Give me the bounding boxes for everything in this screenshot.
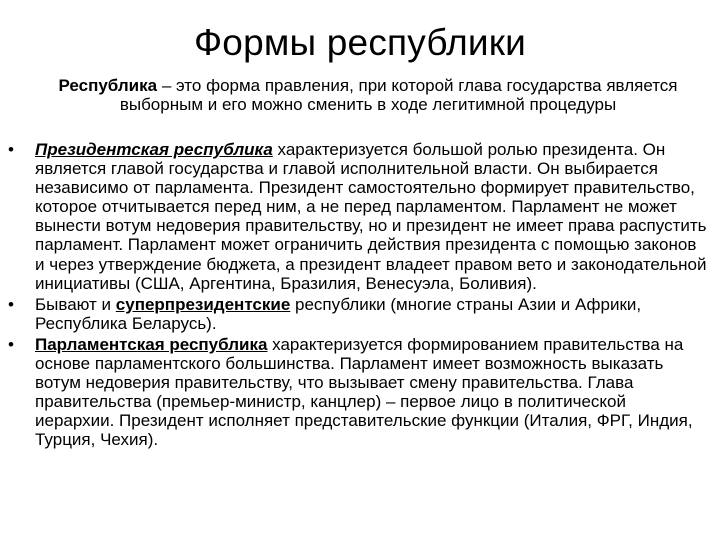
term-presidential-republic: Президентская республика — [35, 140, 273, 159]
bullet-marker: • — [8, 294, 14, 314]
definition-text: – это форма правления, при которой глава государства является выборным и его можно сменить в ходе легитимной процедуры — [119, 76, 678, 114]
bullet-superpresidential-republic — [8, 295, 708, 333]
bullet-text: характеризуется формированием правительства на основе парламентского большинства. Парламент имеет возможность выказать вотум недоверия правительству, что вызывает смену правительства. Глава правительства (премьер-министр, канцлер) – первое лицо в политической иерархии. Президент исполняет представительские функции (Италия, ФРГ, Индия, Турция, Чехия). — [35, 334, 693, 450]
term-superpresidential: суперпрезидентские — [115, 294, 291, 314]
bullet-prefix: Бывают и — [35, 294, 116, 314]
bullet-marker: • — [8, 140, 14, 159]
bullet-presidential-republic — [8, 140, 708, 293]
slide-title: Формы республики — [193, 22, 527, 63]
term-parliamentary-republic: Парламентская республика — [35, 334, 268, 354]
definition-paragraph — [36, 76, 700, 114]
bullet-text: характеризуется большой ролью президента. Он является главой государства и главой исполнительной власти. Он выбирается независимо от парламента. Президент самостоятельно формирует правительство, которое отчитывается перед ним, а не перед парламентом. Парламент не может вынести вотум недоверия правительству, но и президент не имеет права распустить парламент. Парламент может ограничить действия президента с помощью законов и через утверждение бюджета, а президент владеет правом вето и законодательной инициативы (США, Аргентина, Бразилия, Венесуэла, Боливия). — [35, 140, 707, 293]
bullet-text: республики (многие страны Азии и Африки, Республика Беларусь). — [35, 294, 642, 333]
bullet-parliamentary-republic — [8, 335, 708, 450]
bullet-list — [8, 140, 708, 452]
definition-term: Республика — [58, 76, 158, 95]
bullet-marker: • — [8, 334, 14, 354]
